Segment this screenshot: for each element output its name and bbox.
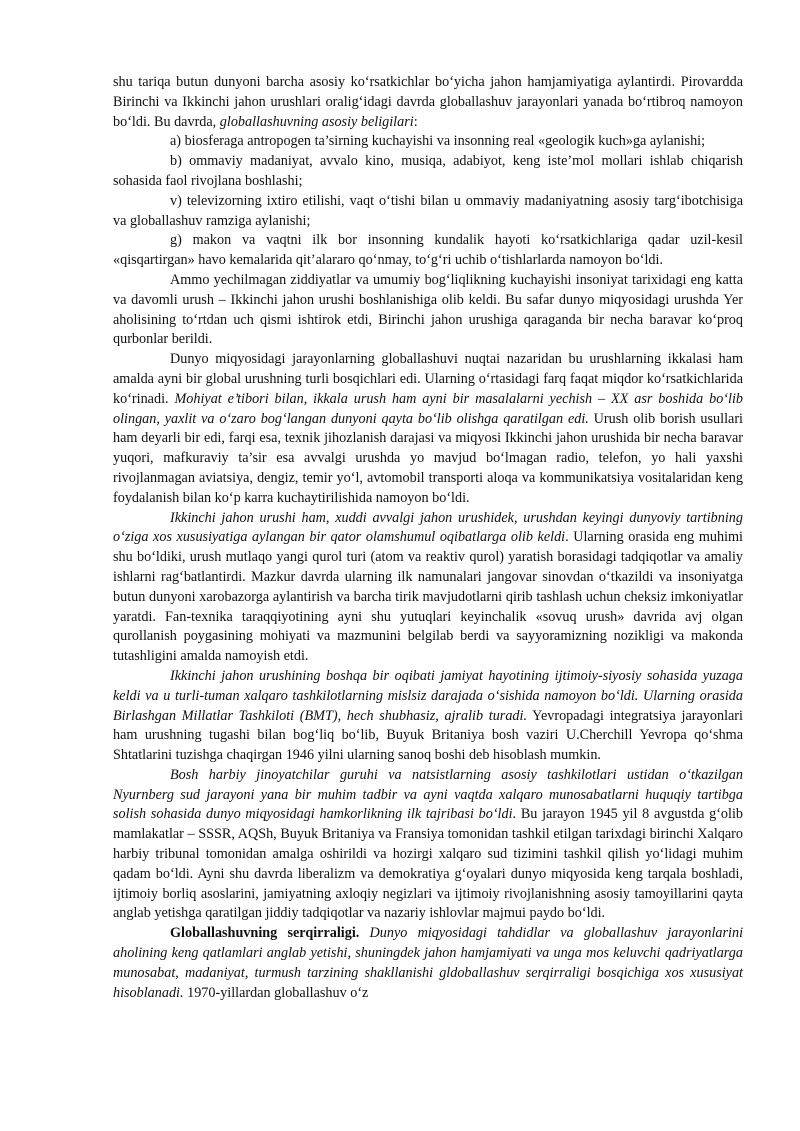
- body-text: Yevropadagi integratsiya jarayonlari ham urushning tugashi bilan bogʻliq boʻlib, Buyuk Britaniya bosh vaziri U.Cherchill Yevropa qoʻshma Shtatlarini tuzishga chaqirgan 1946 yilni ularning sanoq boshi deb hisoblash mumkin.: [113, 707, 743, 764]
- body-text: Ammo yechilmagan ziddiyatlar va umumiy bogʻliqlikning kuchayishi insoniyat tarixidagi eng katta va davomli urush – Ikkinchi jahon urushi boshlanishiga olib keldi. Bu safar dunyo miqyosidagi urushda Yer aholisining toʻrtdan uch qismi ishtirok etdi, Birinchi jahon urushiga qaraganda bir necha baravar koʻproq qurbonlar berildi.: [113, 271, 743, 348]
- body-text: [359, 925, 369, 941]
- italic-text: globallashuvning asosiy beligilari: [219, 113, 414, 130]
- italic-text: Bosh harbiy jinoyatchilar guruhi va natsistlarning asosiy tashkilotlari ustidan oʻtkazilgan Nyurnberg sud jarayoni yana bir muhim tadbir va ayni vaqtda xalqaro munosabatlarni huquqiy tartibga solish sohasida dunyo miqyosidagi hamkorlikning ilk tajribasi boʻldi: [113, 766, 743, 823]
- paragraph: [113, 271, 743, 350]
- italic-text: Ikkinchi jahon urushi ham, xuddi avvalgi jahon urushidek, urushdan keyingi dunyoviy tartibning oʻziga xos xususiyatiga aylangan bir qator olamshumul oqibatlarga olib keldi: [113, 509, 743, 546]
- paragraph: [113, 231, 743, 271]
- paragraph: [113, 766, 743, 924]
- italic-text: Dunyo miqyosidagi tahdidlar va globallashuv jarayonlarini aholining keng qatlamlari anglab yetishi, shuningdek jahon hamjamiyati va unga mos keluvchi qadriyatlarga munosabat, madaniyat, turmush tarzining shakllanishi gldoballashuv serqirraligi bosqichiga xos xususiyat hisoblanadi.: [113, 925, 744, 1001]
- body-text: b) ommaviy madaniyat, avvalo kino, musiqa, adabiyot, keng iste’mol mollari ishlab chiqarish sohasida faol rivojlana boshlashi;: [113, 153, 743, 189]
- body-text: Dunyo miqyosidagi jarayonlarning globallashuvi nuqtai nazaridan bu urushlarning ikkalasi ham amalda ayni bir global urushning turli bosqichlari edi. Ularning oʻrtasidagi farq faqat miqdor koʻrsatkichlarida koʻrinadi.: [113, 351, 743, 407]
- body-text: . Ularning orasida eng muhimi shu boʻldiki, urush mutlaqo yangi qurol turi (atom va reaktiv qurol) yaratish borasidagi tadqiqotlar va amaliy ishlarni ragʻbatlantirdi. Mazkur davrda ularning ilk namunalari jangovar sinovdan oʻtkazildi va insoniyatga butun dunyoni xarobazorga aylantirish va barcha tirik mavjudotlarni qirib tashlash uchun cheksiz imkoniyatlar yaratdi. Fan-texnika taraqqiyotining ayni shu yutuqlari keyinchalik «sovuq urush» davrida avj olgan qurollanish poygasining mohiyati va mazmunini belgilab berdi va sayyoramizning nozikligi va makonda tutashligini amalda namoyish etdi.: [113, 529, 743, 665]
- paragraph: [113, 509, 743, 667]
- body-text: shu tariqa butun dunyoni barcha asosiy koʻrsatkichlar boʻyicha jahon hamjamiyatiga aylantirdi. Pirovardda Birinchi va Ikkinchi jahon urushlari oraligʻidagi davrda globallashuv jarayonlari yanada boʻrtibroq namoyon boʻldi. Bu davrda,: [113, 74, 743, 130]
- paragraph: [113, 350, 743, 508]
- paragraph: [113, 667, 743, 766]
- document-page: [113, 73, 743, 1003]
- bold-heading-text: Globallashuvning serqirraligi.: [170, 925, 360, 942]
- paragraph: [113, 73, 743, 132]
- italic-text: Mohiyat e’tibori bilan, ikkala urush ham ayni bir masalalarni yechish – XX asr boshida boʻlib olingan, yaxlit va oʻzaro bogʻlangan dunyoni qayta boʻlib olishga qaratilgan edi.: [113, 390, 743, 427]
- paragraph: [113, 924, 743, 1003]
- paragraph: [113, 152, 743, 192]
- body-text: :: [413, 113, 418, 130]
- italic-text: Ikkinchi jahon urushining boshqa bir oqibati jamiyat hayotining ijtimoiy-siyosiy sohasida yuzaga keldi va u turli-tuman xalqaro tashkilotlarning mislsiz darajada oʻsishida namoyon boʻldi. Ularning orasida Birlashgan Millatlar Tashkiloti (BMT), hech shubhasiz, ajralib turadi.: [113, 667, 743, 724]
- body-text: a) biosferaga antropogen ta’sirning kuchayishi va insonning real «geologik kuch»ga aylanishi;: [170, 133, 706, 150]
- body-text: Urush olib borish usullari ham deyarli bir edi, farqi esa, texnik jihozlanish darajasi va miqyosi Ikkinchi jahon urushida bir necha baravar yuqori, mafkuraviy ta’sir esa avvalgi urushda yo mavjud boʻlmagan radio, telefon, yo hali yaxshi rivojlanmagan aviatsiya, dengiz, temir yoʻl, avtomobil transporti aloqa va kommunikatsiya vositalaridan keng foydalanish bilan koʻp karra kuchaytirilishida namoyon boʻldi.: [113, 410, 743, 506]
- body-text: v) televizorning ixtiro etilishi, vaqt oʻtishi bilan u ommaviy madaniyatning asosiy targʻibotchisiga va globallashuv ramziga aylanishi;: [113, 192, 743, 229]
- paragraph: [113, 132, 743, 152]
- paragraph: [113, 192, 743, 232]
- body-text: g) makon va vaqtni ilk bor insonning kundalik hayoti koʻrsatkichlariga qadar uzil-kesil «qisqartirgan» havo kemalarida qit’alararo qoʻnmay, toʻgʻri uchib oʻtishlarlarda namoyon boʻldi.: [113, 232, 743, 269]
- body-text: 1970-yillardan globallashuv oʻz: [183, 984, 369, 1001]
- body-text: . Bu jarayon 1945 yil 8 avgustda gʻolib mamlakatlar – SSSR, AQSh, Buyuk Britaniya va Fransiya tomonidan tashkil etilgan tarixdagi birinchi Xalqaro harbiy tribunal tomonidan amalga oshirildi va hozirgi xalqaro sud tizimini tashkil qilish yoʻlidagi muhim qadam boʻldi. Ayni shu davrda liberalizm va demokratiya gʻoyalari dunyo miqyosida keng tarqala boshladi, ijtimoiy borliq asoslarini, jamiyatning axloqiy negizlari va ijtimoiy rivojlanishning asosiy tamoyillarini qayta anglab yetishga qaratilgan jiddiy tadqiqotlar va nazariy ishlovlar majmui paydo boʻldi.: [113, 806, 743, 922]
